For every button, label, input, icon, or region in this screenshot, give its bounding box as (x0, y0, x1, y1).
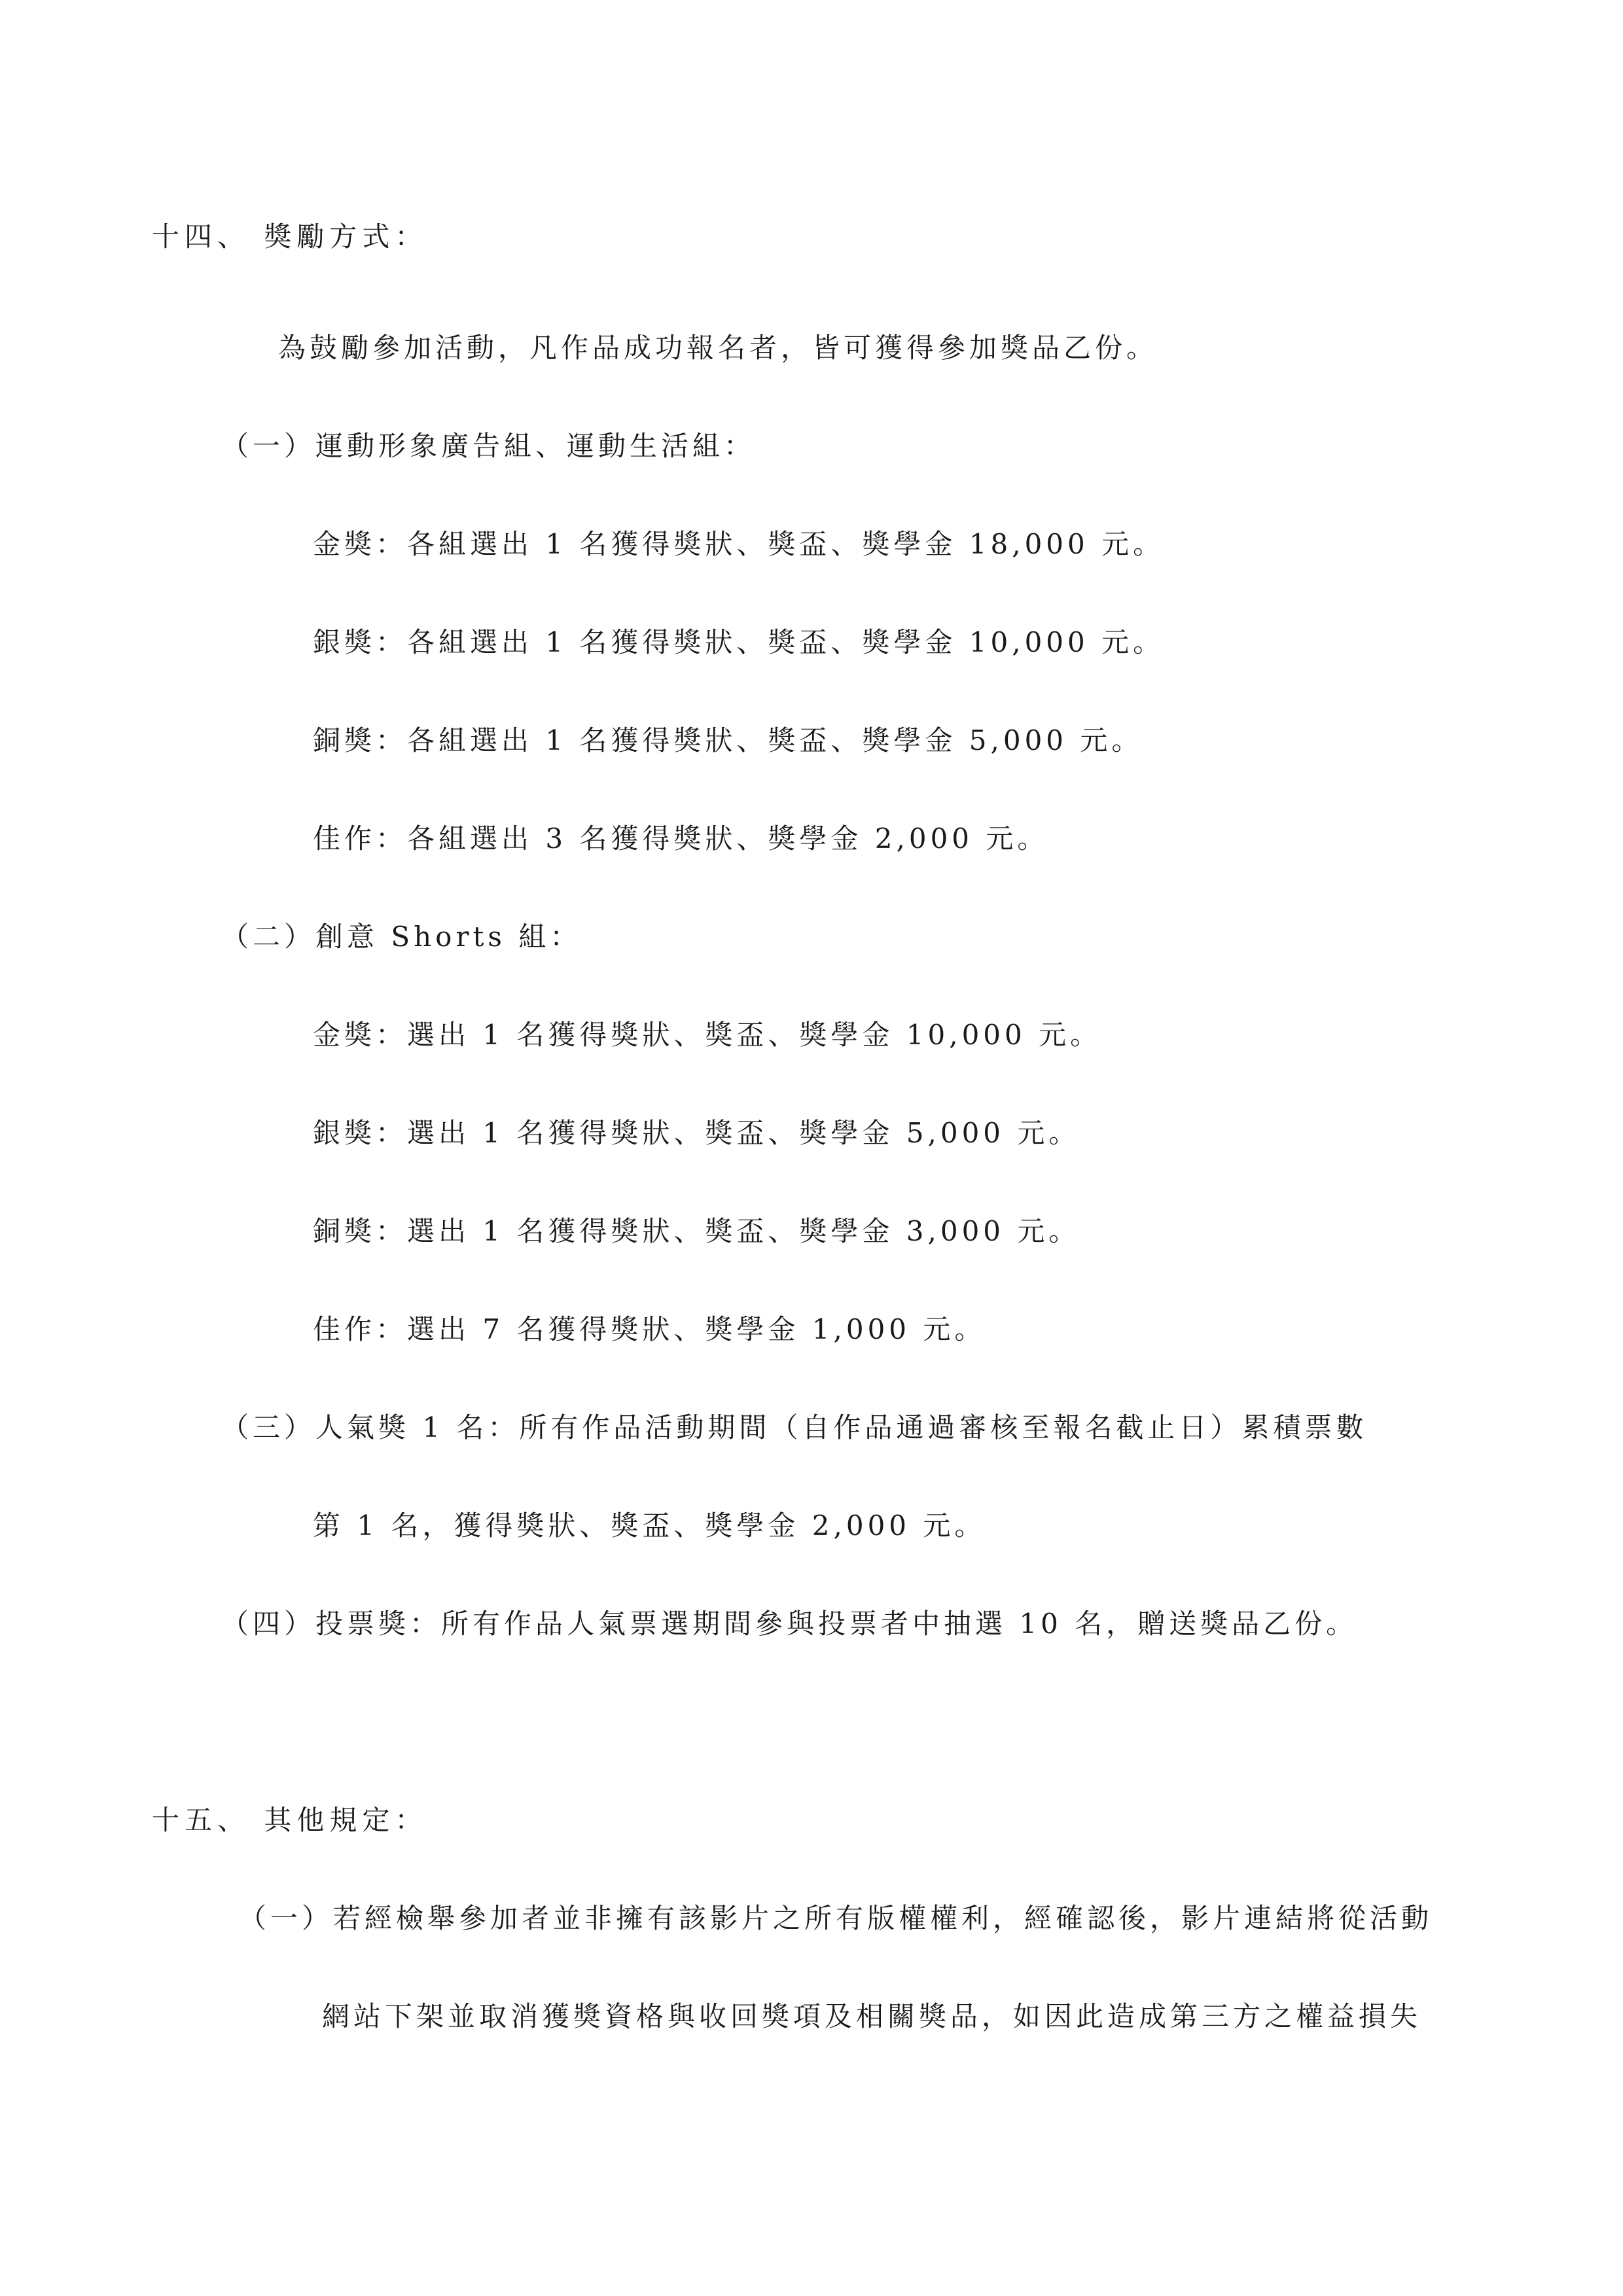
group-1-gold: 金獎：各組選出 1 名獲得獎狀、獎盃、獎學金 18,000 元。 (313, 528, 1165, 560)
group-2-merit: 佳作：選出 7 名獲得獎狀、獎學金 1,000 元。 (313, 1313, 986, 1345)
group-4-line-1: （四）投票獎：所有作品人氣票選期間參與投票者中抽選 10 名，贈送獎品乙份。 (221, 1608, 1358, 1640)
group-1-bronze: 銅獎：各組選出 1 名獲得獎狀、獎盃、獎學金 5,000 元。 (313, 724, 1143, 756)
section-15-item-1-line-2: 網站下架並取消獲獎資格與收回獎項及相關獎品，如因此造成第三方之權益損失 (322, 2000, 1422, 2032)
group-1-silver: 銀獎：各組選出 1 名獲得獎狀、獎盃、獎學金 10,000 元。 (313, 626, 1165, 658)
section-14-intro: 為鼓勵參加活動，凡作品成功報名者，皆可獲得參加獎品乙份。 (278, 332, 1158, 364)
group-2-bronze: 銅獎：選出 1 名獲得獎狀、獎盃、獎學金 3,000 元。 (313, 1215, 1080, 1247)
group-3-line-2: 第 1 名，獲得獎狀、獎盃、獎學金 2,000 元。 (313, 1510, 986, 1542)
section-15-item-1-line-1: （一）若經檢舉參加者並非擁有該影片之所有版權權利，經確認後，影片連結將從活動 (239, 1902, 1433, 1934)
group-2-gold: 金獎：選出 1 名獲得獎狀、獎盃、獎學金 10,000 元。 (313, 1019, 1102, 1051)
group-2-silver: 銀獎：選出 1 名獲得獎狀、獎盃、獎學金 5,000 元。 (313, 1117, 1080, 1149)
section-15-title: 十五、 其他規定： (152, 1804, 428, 1836)
group-3-line-1: （三）人氣獎 1 名：所有作品活動期間（自作品通過審核至報名截止日）累積票數 (221, 1411, 1368, 1443)
group-1-merit: 佳作：各組選出 3 名獲得獎狀、獎學金 2,000 元。 (313, 822, 1049, 855)
section-14-title: 十四、 獎勵方式： (152, 221, 428, 253)
group-2-heading: （二）創意 Shorts 組： (221, 921, 582, 953)
group-1-heading: （一）運動形象廣告組、運動生活組： (221, 430, 756, 462)
